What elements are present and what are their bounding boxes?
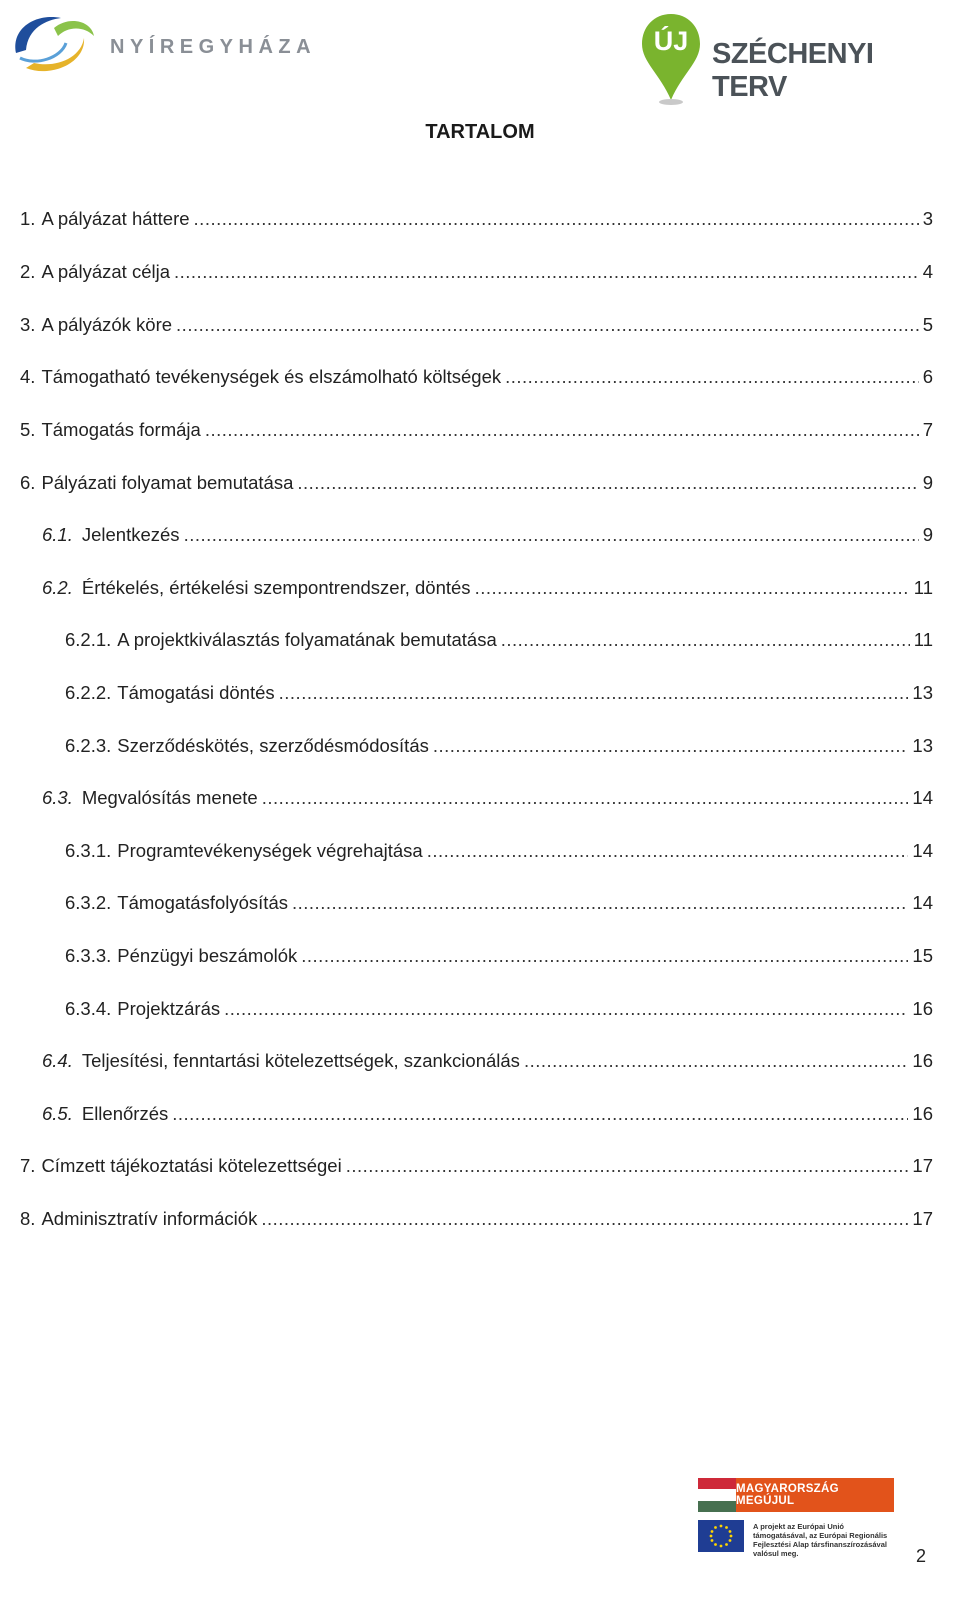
toc-dot-leader: [297, 472, 918, 494]
toc-dot-leader: [224, 998, 908, 1020]
toc-entry-title: Szerződéskötés, szerződésmódosítás: [117, 735, 429, 756]
toc-dot-leader: [262, 787, 909, 809]
toc-dot-leader: [301, 945, 908, 967]
toc-entry[interactable]: [20, 208, 933, 230]
toc-entry-number: 6.2.: [42, 577, 73, 598]
toc-entry-number: 2.: [20, 261, 36, 282]
nyiregyhaza-emblem-icon: [6, 8, 106, 78]
toc-entry-page: 11: [913, 577, 933, 598]
toc-dot-leader: [427, 840, 909, 862]
toc-entry[interactable]: [20, 472, 933, 494]
toc-entry[interactable]: [20, 314, 933, 336]
toc-entry-page: 17: [912, 1208, 933, 1229]
toc-entry-title: A projektkiválasztás folyamatának bemutatása: [117, 629, 497, 650]
toc-dot-leader: [433, 735, 909, 757]
szechenyi-terv-text: SZÉCHENYI TERV: [712, 38, 874, 103]
toc-entry[interactable]: [65, 840, 933, 862]
toc-entry-number: 3.: [20, 314, 36, 335]
hungarian-flag-icon: [698, 1478, 736, 1512]
toc-entry[interactable]: [42, 577, 933, 599]
toc-entry-page: 5: [922, 314, 933, 335]
toc-entry-number: 4.: [20, 366, 36, 387]
page-title: TARTALOM: [425, 121, 535, 143]
toc-entry-title: Adminisztratív információk: [41, 1208, 258, 1229]
toc-entry-page: 14: [912, 840, 933, 861]
uj-badge: ÚJ: [653, 26, 689, 56]
toc-entry-title: Értékelés, értékelési szempontrendszer, döntés: [81, 577, 471, 598]
toc-entry-page: 9: [922, 524, 933, 545]
toc-entry-number: 5.: [20, 419, 36, 440]
toc-entry[interactable]: [65, 735, 933, 757]
nyiregyhaza-logo: [6, 8, 326, 78]
toc-entry[interactable]: [42, 787, 933, 809]
toc-entry-page: 17: [912, 1155, 933, 1176]
toc-entry-page: 16: [912, 1103, 933, 1124]
toc-entry[interactable]: [42, 1050, 933, 1072]
toc-dot-leader: [174, 261, 919, 283]
eu-flag-icon: [698, 1520, 744, 1552]
toc-entry-page: 13: [912, 735, 933, 756]
toc-entry-page: 15: [912, 945, 933, 966]
toc-dot-leader: [505, 366, 919, 388]
toc-entry-number: 6.: [20, 472, 36, 493]
magyarorszag-megujul-logo: [698, 1478, 898, 1558]
toc-dot-leader: [475, 577, 910, 599]
toc-entry-page: 9: [922, 472, 933, 493]
toc-entry[interactable]: [42, 1103, 933, 1125]
toc-entry-number: 6.2.3.: [65, 735, 112, 756]
megujul-text: MAGYARORSZÁG MEGÚJUL: [736, 1478, 894, 1512]
toc-entry-title: Támogatás formája: [41, 419, 201, 440]
toc-entry-number: 6.3.: [42, 787, 73, 808]
toc-entry[interactable]: [65, 629, 933, 651]
szechenyi-terv-logo: [640, 12, 940, 107]
toc-entry-number: 6.3.2.: [65, 892, 112, 913]
toc-entry-number: 1.: [20, 208, 36, 229]
toc-entry-title: Támogatási döntés: [117, 682, 275, 703]
toc-entry-title: Pályázati folyamat bemutatása: [41, 472, 294, 493]
toc-entry-page: 11: [913, 629, 933, 650]
toc-entry-page: 7: [922, 419, 933, 440]
toc-dot-leader: [524, 1050, 908, 1072]
toc-entry-number: 7.: [20, 1155, 36, 1176]
toc-dot-leader: [194, 208, 919, 230]
toc-entry-number: 6.3.3.: [65, 945, 112, 966]
toc-entry-page: 4: [922, 261, 933, 282]
city-name: NYÍREGYHÁZA: [110, 36, 317, 58]
toc-entry[interactable]: [20, 1155, 933, 1177]
toc-entry-number: 6.2.2.: [65, 682, 112, 703]
toc-entry-title: Projektzárás: [117, 998, 221, 1019]
toc-entry-number: 6.3.4.: [65, 998, 112, 1019]
toc-entry-page: 14: [912, 787, 933, 808]
toc-entry-number: 6.4.: [42, 1050, 73, 1071]
toc-entry-page: 16: [912, 1050, 933, 1071]
toc-entry-number: 6.5.: [42, 1103, 73, 1124]
toc-entry-title: Támogatásfolyósítás: [117, 892, 288, 913]
toc-entry[interactable]: [20, 419, 933, 441]
toc-entry[interactable]: [65, 998, 933, 1020]
toc-dot-leader: [176, 314, 919, 336]
toc-entry-title: Támogatható tevékenységek és elszámolható költségek: [41, 366, 502, 387]
toc-entry-page: 6: [922, 366, 933, 387]
toc-entry-title: A pályázat háttere: [41, 208, 190, 229]
toc-dot-leader: [346, 1155, 909, 1177]
toc-entry[interactable]: [65, 892, 933, 914]
toc-dot-leader: [205, 419, 919, 441]
toc-dot-leader: [279, 682, 909, 704]
toc-entry-number: 6.3.1.: [65, 840, 112, 861]
toc-entry[interactable]: [65, 945, 933, 967]
eu-funding-note: A projekt az Európai Unió támogatásával, az Európai Regionális Fejlesztési Alap társfinanszírozásával valósul meg.: [753, 1522, 888, 1558]
toc-dot-leader: [501, 629, 910, 651]
megujul-band: [698, 1478, 894, 1512]
toc-entry[interactable]: [42, 524, 933, 546]
toc-entry[interactable]: [20, 1208, 933, 1230]
toc-entry-page: 3: [922, 208, 933, 229]
toc-entry-title: Pénzügyi beszámolók: [117, 945, 298, 966]
toc-entry-page: 14: [912, 892, 933, 913]
toc-entry-title: A pályázók köre: [41, 314, 173, 335]
toc-dot-leader: [184, 524, 919, 546]
toc-entry-number: 6.1.: [42, 524, 73, 545]
toc-entry-number: 6.2.1.: [65, 629, 112, 650]
toc-entry-title: Ellenőrzés: [81, 1103, 169, 1124]
toc-entry-title: Jelentkezés: [81, 524, 180, 545]
toc-entry-title: Teljesítési, fenntartási kötelezettségek, szankcionálás: [81, 1050, 520, 1071]
toc-dot-leader: [261, 1208, 908, 1230]
page-number: 2: [916, 1546, 927, 1566]
toc-entry-page: 13: [912, 682, 933, 703]
toc-dot-leader: [292, 892, 908, 914]
toc-entry-number: 8.: [20, 1208, 36, 1229]
toc-entry[interactable]: [20, 261, 933, 283]
toc-entry-title: Programtevékenységek végrehajtása: [117, 840, 423, 861]
toc-entry-title: Címzett tájékoztatási kötelezettségei: [41, 1155, 342, 1176]
toc-entry-title: Megvalósítás menete: [81, 787, 258, 808]
toc-entry[interactable]: [20, 366, 933, 388]
toc-entry-title: A pályázat célja: [41, 261, 170, 282]
toc-entry-page: 16: [912, 998, 933, 1019]
toc-dot-leader: [172, 1103, 908, 1125]
toc-entry[interactable]: [65, 682, 933, 704]
